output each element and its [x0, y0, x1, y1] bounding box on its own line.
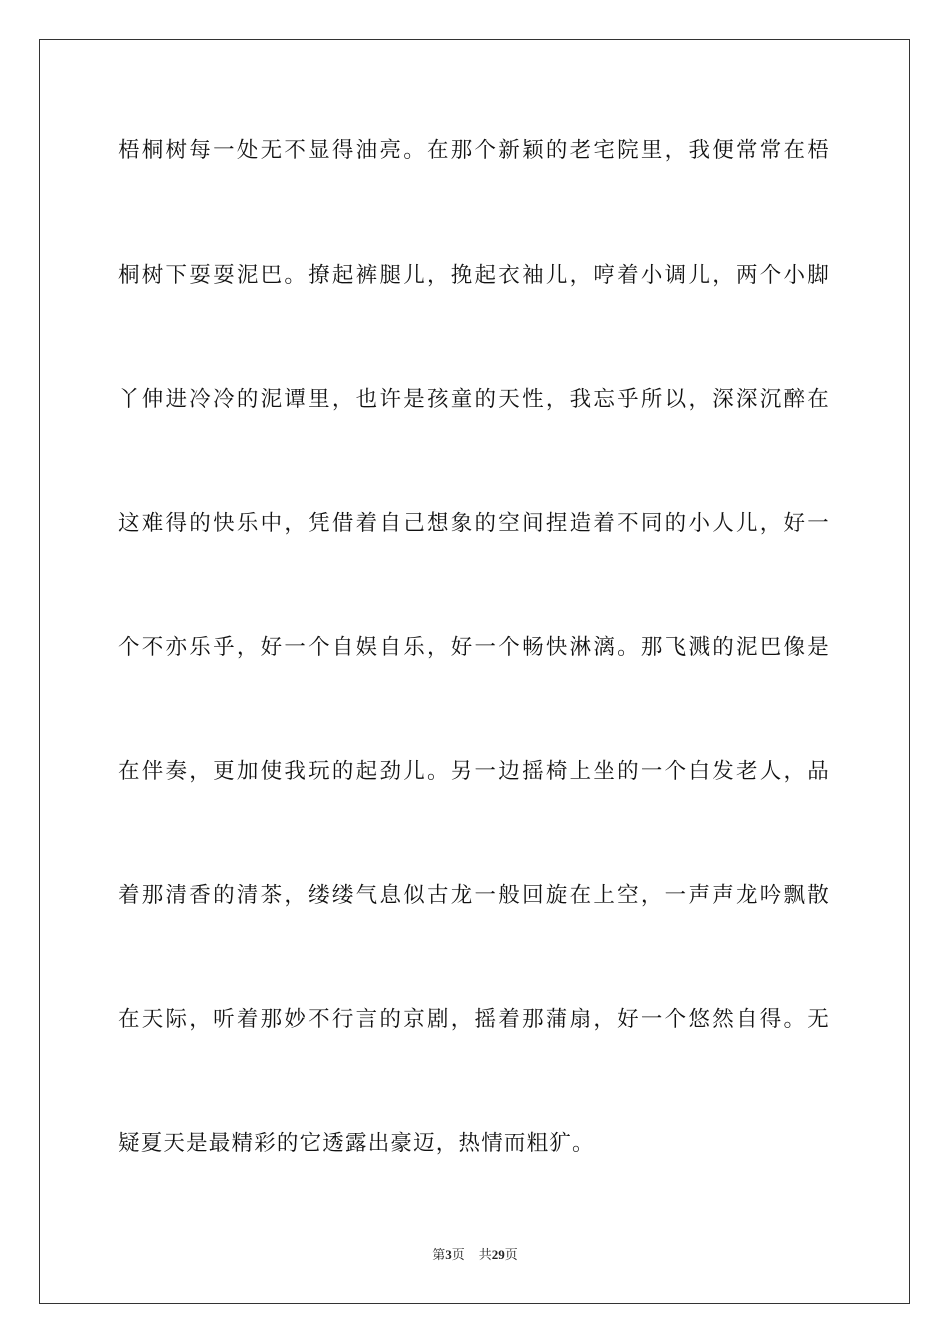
- total-suffix: 页: [504, 1248, 518, 1263]
- text-line-7: 着那清香的清茶，缕缕气息似古龙一般回旋在上空，一声声龙吟飘散: [118, 883, 830, 908]
- page-footer: [0, 1246, 950, 1265]
- text-line-9: 疑夏天是最精彩的它透露出豪迈，热情而粗犷。: [118, 1131, 595, 1156]
- page-border: [39, 39, 910, 1304]
- page-prefix: 第: [432, 1248, 446, 1263]
- page-suffix: 页: [451, 1248, 465, 1263]
- page-number: 3: [445, 1247, 452, 1262]
- total-prefix: 共: [478, 1248, 492, 1263]
- text-line-3: 丫伸进冷冷的泥谭里，也许是孩童的天性，我忘乎所以，深深沉醉在: [118, 387, 830, 412]
- text-line-5: 个不亦乐乎，好一个自娱自乐，好一个畅快淋漓。那飞溅的泥巴像是: [118, 635, 830, 660]
- text-line-1: 梧桐树每一处无不显得油亮。在那个新颖的老宅院里，我便常常在梧: [118, 138, 830, 163]
- text-line-4: 这难得的快乐中，凭借着自己想象的空间捏造着不同的小人儿，好一: [118, 511, 830, 536]
- total-pages: 29: [491, 1247, 505, 1262]
- text-line-6: 在伴奏，更加使我玩的起劲儿。另一边摇椅上坐的一个白发老人，品: [118, 759, 830, 784]
- text-line-8: 在天际，听着那妙不行言的京剧，摇着那蒲扇，好一个悠然自得。无: [118, 1007, 830, 1032]
- text-line-2: 桐树下耍耍泥巴。撩起裤腿儿，挽起衣袖儿，哼着小调儿，两个小脚: [118, 263, 830, 288]
